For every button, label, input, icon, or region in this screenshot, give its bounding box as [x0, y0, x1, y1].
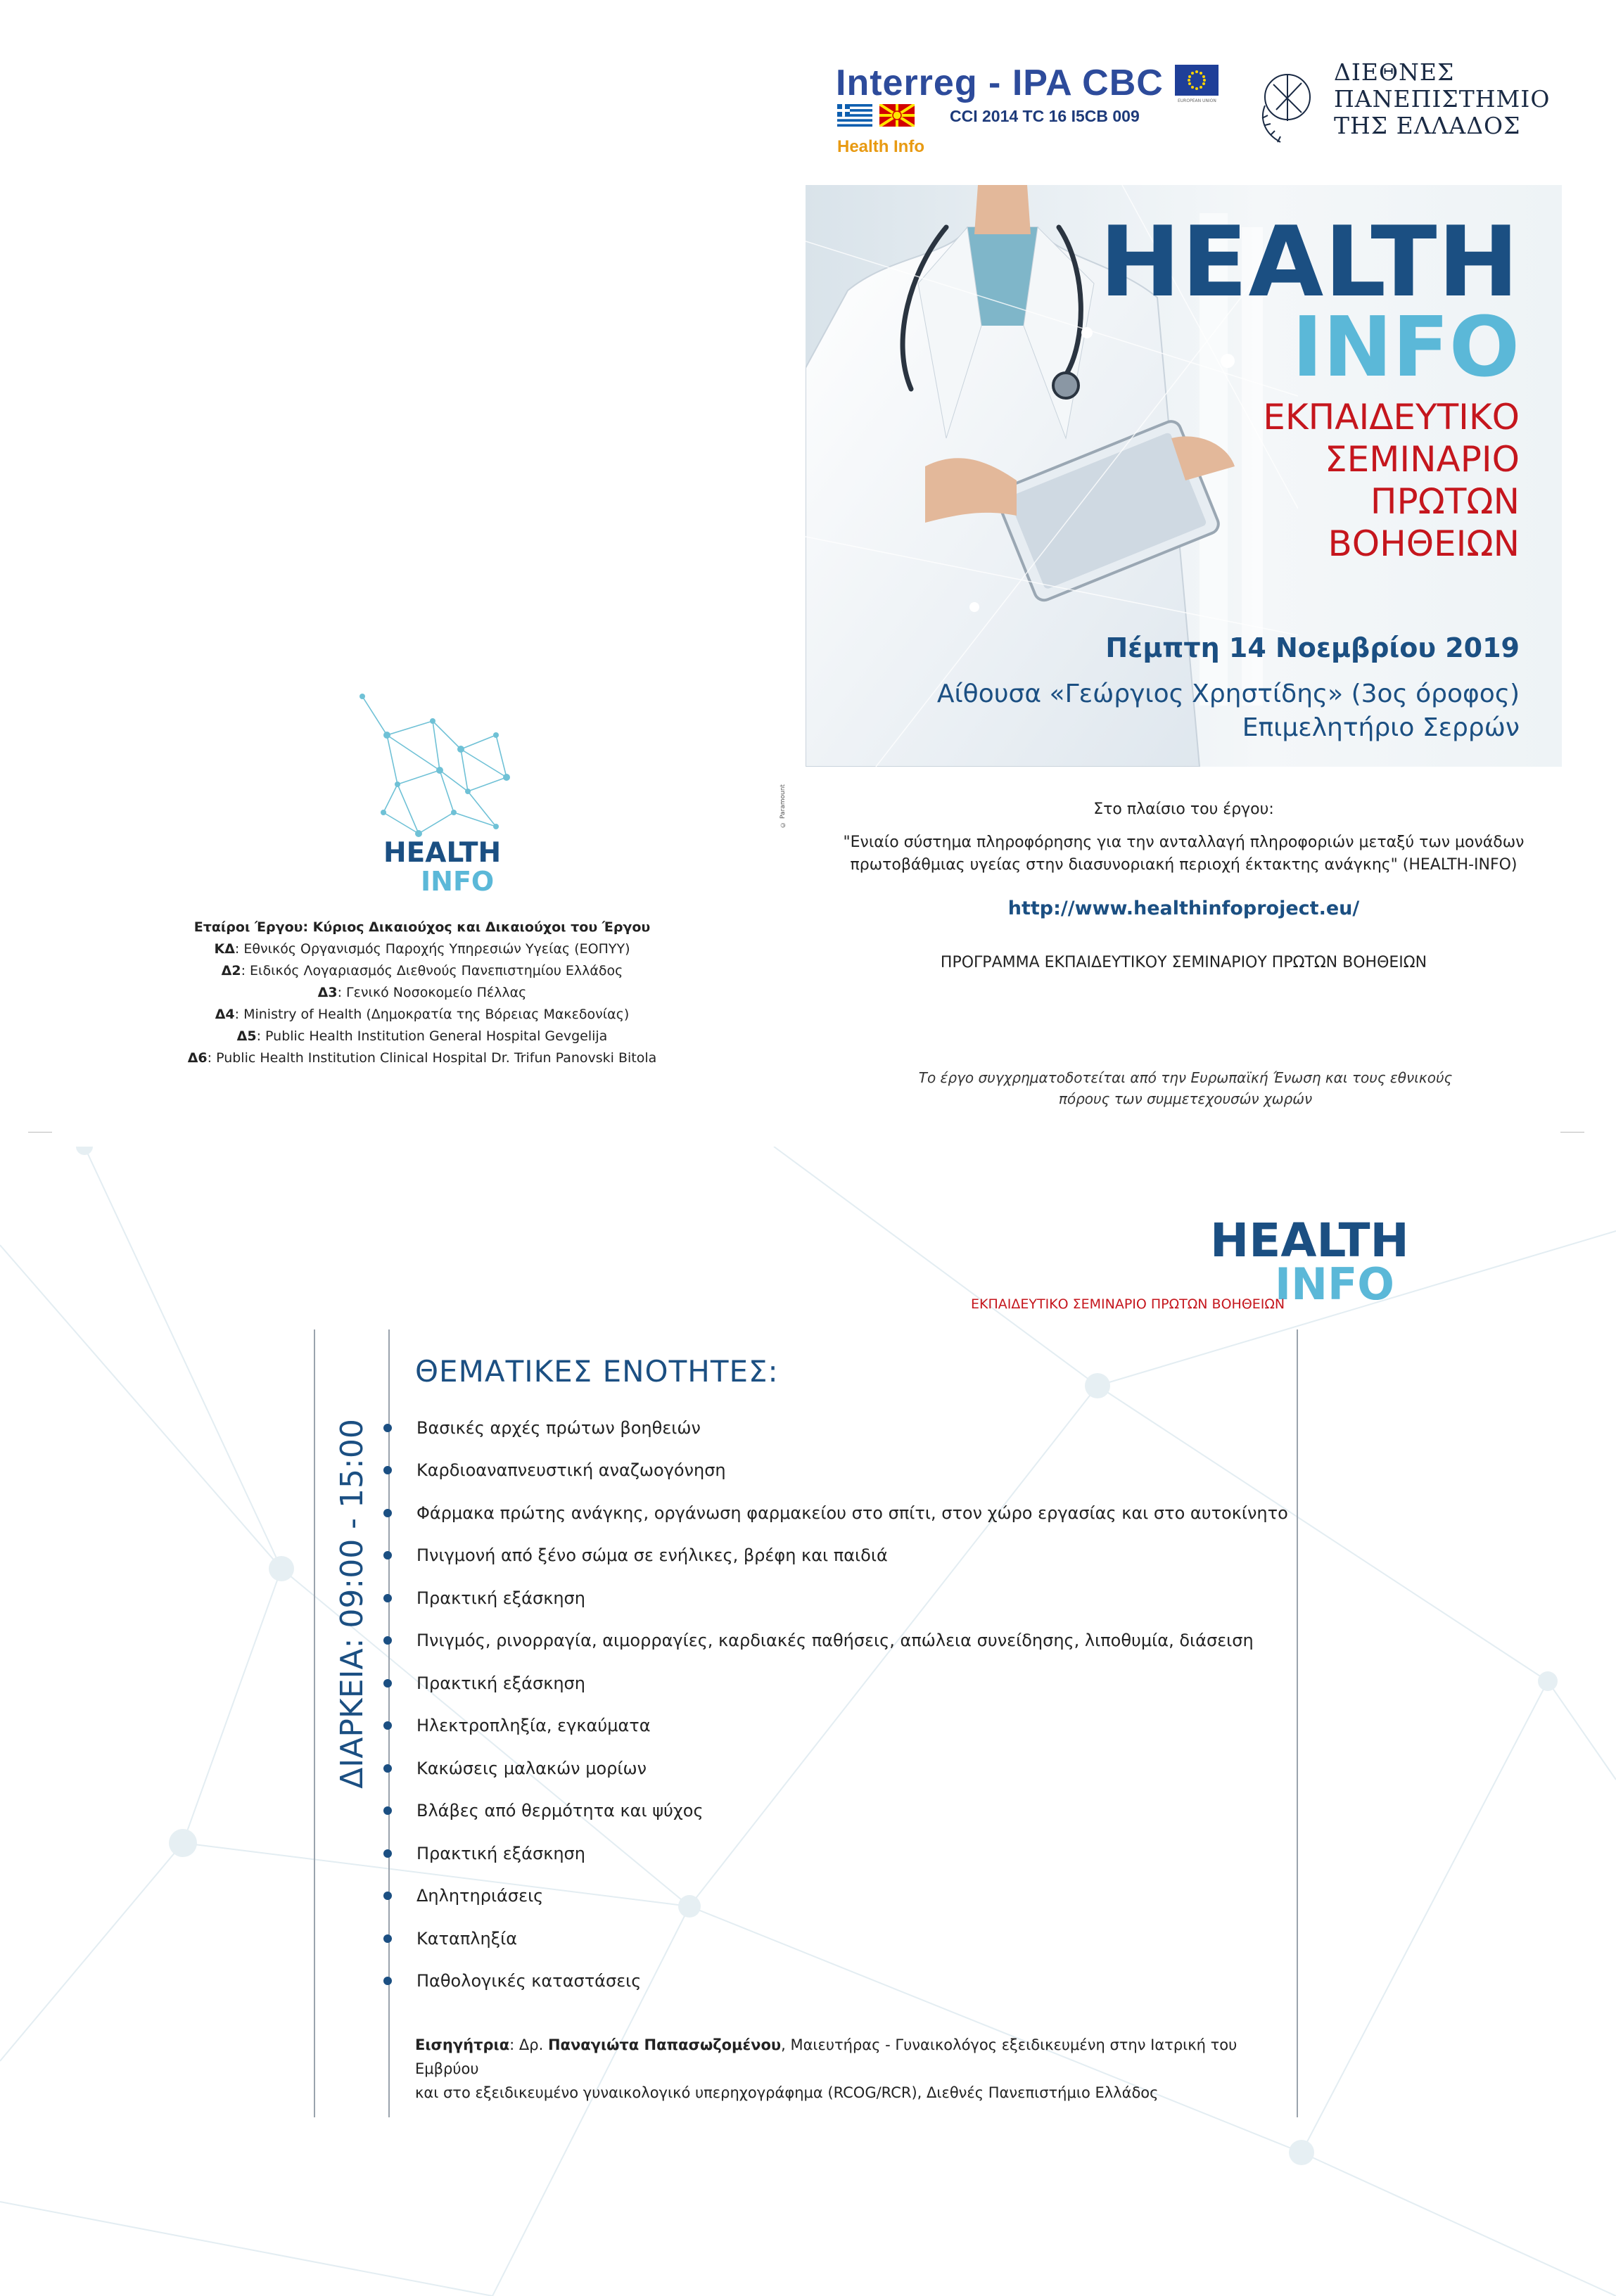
- university-name-line: ΔΙΕΘΝΕΣ: [1334, 58, 1455, 86]
- brand-subtitle: ΕΚΠΑΙΔΕΥΤΙΚΟ ΣΕΜΙΝΑΡΙΟ ΠΡΩΤΩΝ ΒΟΗΘΕΙΩΝ: [971, 1296, 1285, 1312]
- topic-text: Κακώσεις μαλακών μορίων: [416, 1759, 647, 1778]
- university-emblem-icon: [1252, 63, 1319, 148]
- duration-label: ΔΙΑΡΚΕΙΑ: 09:00 - 15:00: [334, 1419, 370, 1789]
- fold-mark: [1560, 1132, 1584, 1133]
- hero-subtitle-line: ΣΕΜΙΝΑΡΙΟ: [1325, 439, 1520, 480]
- partner-item: [141, 1004, 704, 1026]
- hero-subtitle-line: ΒΟΗΘΕΙΩΝ: [1328, 523, 1520, 564]
- partner-item: [141, 1026, 704, 1047]
- bullet-icon: [383, 1551, 392, 1560]
- program-heading: ΠΡΟΓΡΑΜΜΑ ΕΚΠΑΙΔΕΥΤΙΚΟΥ ΣΕΜΙΝΑΡΙΟΥ ΠΡΩΤΩΝ ΒΟΗΘΕΙΩΝ: [940, 954, 1427, 971]
- topic-item: [383, 1967, 641, 1995]
- project-title: [823, 831, 1544, 876]
- lecturer-line: και στο εξειδικευμένο γυναικολογικό υπερηχογράφημα (RCOG/RCR), Διεθνές Πανεπιστήμιο Ελλάδος: [415, 2084, 1159, 2101]
- lecturer-name: Παναγιώτα Παπασωζομένου: [547, 2036, 782, 2053]
- partner-code: Δ3: [317, 985, 338, 1000]
- topic-text: Φάρμακα πρώτης ανάγκης, οργάνωση φαρμακείου στο σπίτι, στον χώρο εργασίας και στο αυτοκίνητο: [416, 1503, 1288, 1523]
- topic-text: Δηλητηριάσεις: [416, 1886, 544, 1906]
- bullet-icon: [383, 1721, 392, 1730]
- topic-text: Βασικές αρχές πρώτων βοηθειών: [416, 1418, 701, 1438]
- greece-flag-icon: [837, 104, 872, 127]
- topics-title: ΘΕΜΑΤΙΚΕΣ ΕΝΟΤΗΤΕΣ:: [415, 1354, 779, 1389]
- hero-title-info: INFO: [1292, 298, 1520, 395]
- bullet-icon: [383, 1934, 392, 1943]
- cofunding-line: Το έργο συγχρηματοδοτείται από την Ευρωπαϊκή Ένωση και τους εθνικούς: [918, 1069, 1453, 1086]
- partners-heading: Εταίροι Έργου: Κύριος Δικαιούχος και Δικαιούχοι του Έργου: [193, 919, 651, 935]
- topic-text: Πρακτική εξάσκηση: [416, 1844, 585, 1863]
- topic-text: Πνιγμονή από ξένο σώμα σε ενήλικες, βρέφη και παιδιά: [416, 1545, 888, 1565]
- university-name-line: ΤΗΣ ΕΛΛΑΔΟΣ: [1334, 112, 1521, 139]
- topic-item: [383, 1541, 888, 1569]
- partner-item: [141, 982, 704, 1004]
- topic-text: Ηλεκτροπληξία, εγκαύματα: [416, 1716, 651, 1735]
- north-macedonia-flag-icon: [879, 104, 915, 127]
- topic-item: [383, 1584, 585, 1612]
- topic-text: Καρδιοαναπνευστική αναζωογόνηση: [416, 1460, 726, 1480]
- bullet-icon: [383, 1806, 392, 1815]
- health-info-network-logo-icon: [355, 693, 514, 844]
- partner-item: [141, 960, 704, 982]
- partner-name: : Ειδικός Λογαριασμός Διεθνούς Πανεπιστημίου Ελλάδος: [241, 963, 623, 978]
- event-venue: [937, 677, 1520, 745]
- partner-code: Δ4: [215, 1007, 235, 1022]
- topic-text: Βλάβες από θερμότητα και ψύχος: [416, 1801, 704, 1820]
- photo-credit: © Paramount: [780, 784, 787, 828]
- partner-code: ΚΔ: [214, 941, 235, 957]
- event-date: Πέμπτη 14 Νοεμβρίου 2019: [1105, 632, 1520, 663]
- hero-title-health: HEALTH: [1099, 205, 1520, 319]
- project-title-line: πρωτοβάθμιας υγείας στην διασυνοριακή περιοχή έκτακτης ανάγκης" (HEALTH-INFO): [850, 856, 1518, 874]
- topic-item: [383, 1456, 726, 1484]
- lecturer-line: [415, 2033, 1294, 2081]
- topic-item: [383, 1669, 585, 1697]
- logo-info: INFO: [421, 866, 495, 897]
- partner-name: : Ministry of Health (Δημοκρατία της Βόρειας Μακεδονίας): [234, 1007, 630, 1022]
- interreg-title: Interreg - IPA CBC: [836, 63, 1164, 103]
- venue-line: Επιμελητήριο Σερρών: [1242, 713, 1520, 742]
- bullet-icon: [383, 1594, 392, 1602]
- partner-name: : Public Health Institution Clinical Hospital Dr. Trifun Panovski Bitola: [207, 1050, 657, 1066]
- partner-item: [141, 938, 704, 960]
- topic-item: [383, 1414, 701, 1442]
- topic-item: [383, 1882, 543, 1910]
- bullet-icon: [383, 1892, 392, 1900]
- logo-health: HEALTH: [383, 837, 502, 869]
- hero-subtitle-line: ΕΚΠΑΙΔΕΥΤΙΚΟ: [1263, 397, 1520, 438]
- topic-item: [383, 1711, 651, 1740]
- background-network-pattern: [0, 1147, 1616, 2296]
- divider-line: [314, 1329, 315, 2117]
- project-url-link[interactable]: http://www.healthinfoproject.eu/: [1007, 898, 1360, 919]
- bullet-icon: [383, 1636, 392, 1645]
- bullet-icon: [383, 1849, 392, 1858]
- lecturer-info: [415, 2033, 1294, 2105]
- fold-mark: [28, 1132, 52, 1133]
- hero-subtitle: [1263, 396, 1520, 565]
- partner-code: Δ2: [221, 963, 241, 978]
- partner-name: : Γενικό Νοσοκομείο Πέλλας: [337, 985, 527, 1000]
- hero-subtitle-line: ΠΡΩΤΩΝ: [1370, 481, 1520, 522]
- cofunding-note: [886, 1067, 1484, 1109]
- lecturer-description: , Μαιευτήρας - Γυναικολόγος εξειδικευμένη στην Ιατρική του Εμβρύου: [415, 2036, 1238, 2077]
- partner-code: Δ5: [236, 1028, 257, 1044]
- bullet-icon: [383, 1679, 392, 1688]
- topic-text: Πνιγμός, ρινορραγία, αιμορραγίες, καρδιακές παθήσεις, απώλεια συνείδησης, λιποθυμία, διάσειση: [416, 1631, 1254, 1650]
- partners-list: [141, 917, 704, 1069]
- topic-text: Πρακτική εξάσκηση: [416, 1588, 585, 1608]
- topic-item: [383, 1839, 585, 1868]
- bullet-icon: [383, 1424, 392, 1432]
- topic-item: [383, 1754, 647, 1782]
- topic-item: [383, 1797, 704, 1825]
- partner-code: Δ6: [187, 1050, 208, 1066]
- bullet-icon: [383, 1977, 392, 1985]
- eu-caption: EUROPEAN UNION: [1178, 98, 1216, 103]
- topic-item: [383, 1626, 1254, 1654]
- project-title-line: "Ενιαίο σύστημα πληροφόρησης για την ανταλλαγή πληροφοριών μεταξύ των μονάδων: [843, 834, 1525, 851]
- venue-line: Αίθουσα «Γεώργιος Χρηστίδης» (3ος όροφος): [936, 680, 1520, 708]
- topic-text: Καταπληξία: [416, 1929, 518, 1949]
- topic-text: Παθολογικές καταστάσεις: [416, 1971, 642, 1991]
- partner-name: : Εθνικός Οργανισμός Παροχής Υπηρεσιών Υγείας (ΕΟΠΥΥ): [234, 941, 630, 957]
- university-name-line: ΠΑΝΕΠΙΣΤΗΜΙΟ: [1334, 85, 1551, 113]
- lecturer-label: Εισηγήτρια: [415, 2036, 510, 2053]
- university-name: [1334, 59, 1550, 139]
- partner-name: : Public Health Institution General Hospital Gevgelija: [256, 1028, 608, 1044]
- partner-item: [141, 1047, 704, 1069]
- topic-item: [383, 1925, 517, 1953]
- bullet-icon: [383, 1466, 392, 1474]
- cci-code: CCI 2014 TC 16 I5CB 009: [950, 107, 1140, 125]
- program-logo-text: Health Info: [837, 137, 924, 156]
- cofunding-line: πόρους των συμμετεχουσών χωρών: [1058, 1090, 1313, 1107]
- topic-text: Πρακτική εξάσκηση: [416, 1673, 585, 1693]
- divider-line: [1297, 1329, 1298, 2117]
- brand-health: HEALTH: [1210, 1213, 1409, 1268]
- lecturer-title: : Δρ.: [509, 2036, 548, 2053]
- bullet-icon: [383, 1764, 392, 1773]
- bullet-icon: [383, 1509, 392, 1517]
- hero-banner: [806, 185, 1562, 767]
- framework-intro: Στο πλαίσιο του έργου:: [1093, 801, 1274, 818]
- brand-info: INFO: [1275, 1258, 1395, 1310]
- topic-item: [383, 1499, 1288, 1527]
- eu-flag-icon: [1175, 65, 1219, 96]
